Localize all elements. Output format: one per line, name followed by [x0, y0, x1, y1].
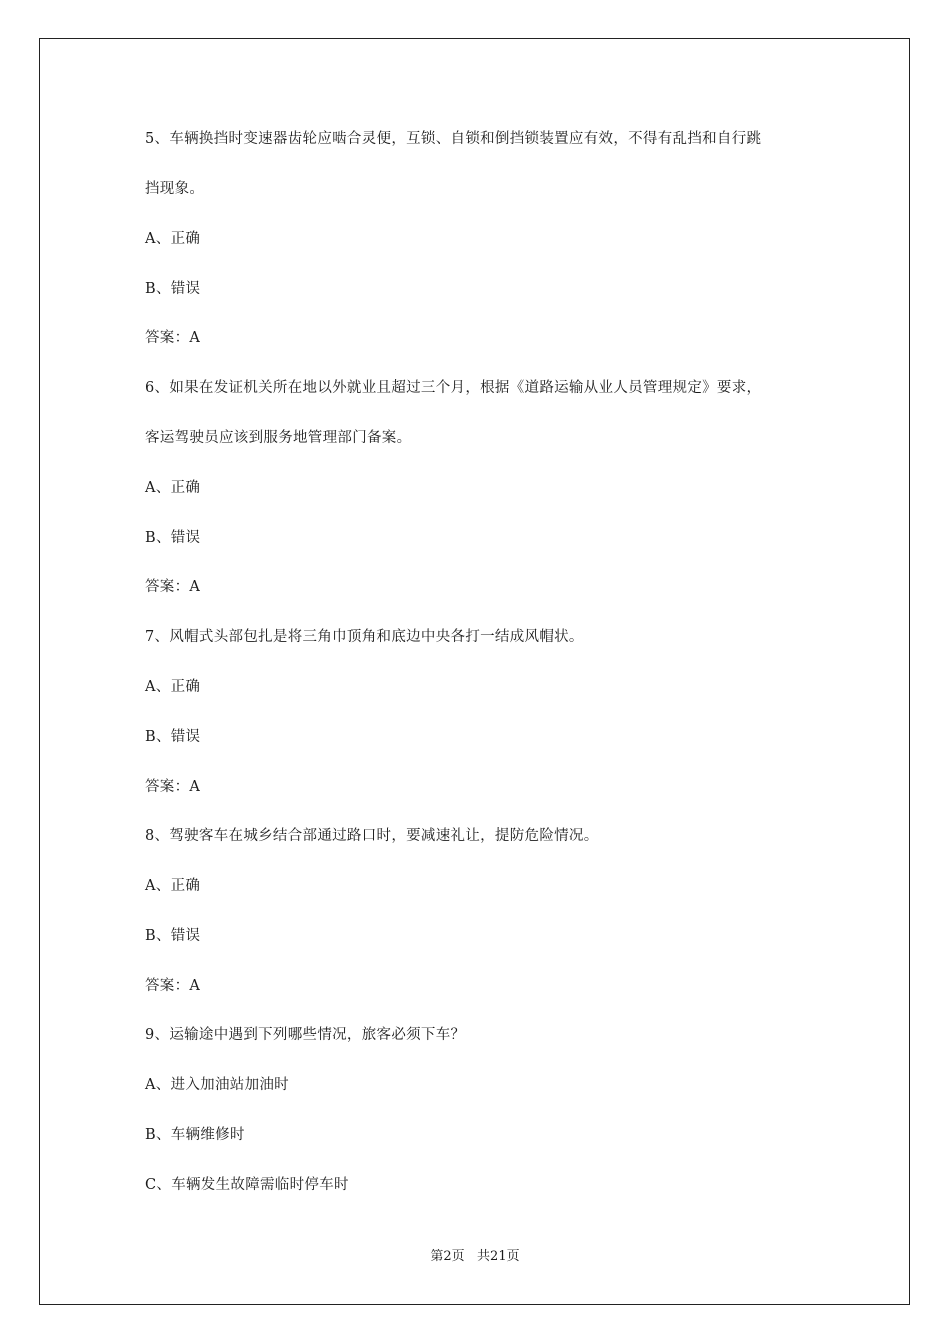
question-9-option-a: A、进入加油站加油时 [145, 1077, 289, 1093]
question-5-option-a: A、正确 [145, 231, 201, 247]
question-7-text: 7、风帽式头部包扎是将三角巾顶角和底边中央各打一结成风帽状。 [145, 629, 584, 645]
question-6-text-line-1: 6、如果在发证机关所在地以外就业且超过三个月，根据《道路运输从业人员管理规定》要求， [145, 380, 762, 396]
question-7-option-b: B、错误 [145, 729, 201, 745]
question-5-answer: 答案：A [145, 330, 201, 346]
question-9-option-c: C、车辆发生故障需临时停车时 [145, 1177, 349, 1193]
question-6-option-b: B、错误 [145, 530, 201, 546]
question-6-answer: 答案：A [145, 579, 201, 595]
page-number-footer: 第2页 共21页 [430, 1249, 520, 1264]
question-7-option-a: A、正确 [145, 679, 201, 695]
question-5-option-b: B、错误 [145, 281, 201, 297]
question-8-option-b: B、错误 [145, 928, 201, 944]
question-8-option-a: A、正确 [145, 878, 201, 894]
question-7-answer: 答案：A [145, 779, 201, 795]
question-5-text-line-1: 5、车辆换挡时变速器齿轮应啮合灵便，互锁、自锁和倒挡锁装置应有效，不得有乱挡和自行跳 [145, 131, 762, 147]
question-6-text-line-2: 客运驾驶员应该到服务地管理部门备案。 [145, 430, 412, 446]
question-9-text: 9、运输途中遇到下列哪些情况，旅客必须下车？ [145, 1027, 466, 1043]
question-9-option-b: B、车辆维修时 [145, 1127, 245, 1143]
question-6-option-a: A、正确 [145, 480, 201, 496]
question-8-answer: 答案：A [145, 978, 201, 994]
question-8-text: 8、驾驶客车在城乡结合部通过路口时，要减速礼让，提防危险情况。 [145, 828, 599, 844]
question-5-text-line-2: 挡现象。 [145, 181, 205, 197]
